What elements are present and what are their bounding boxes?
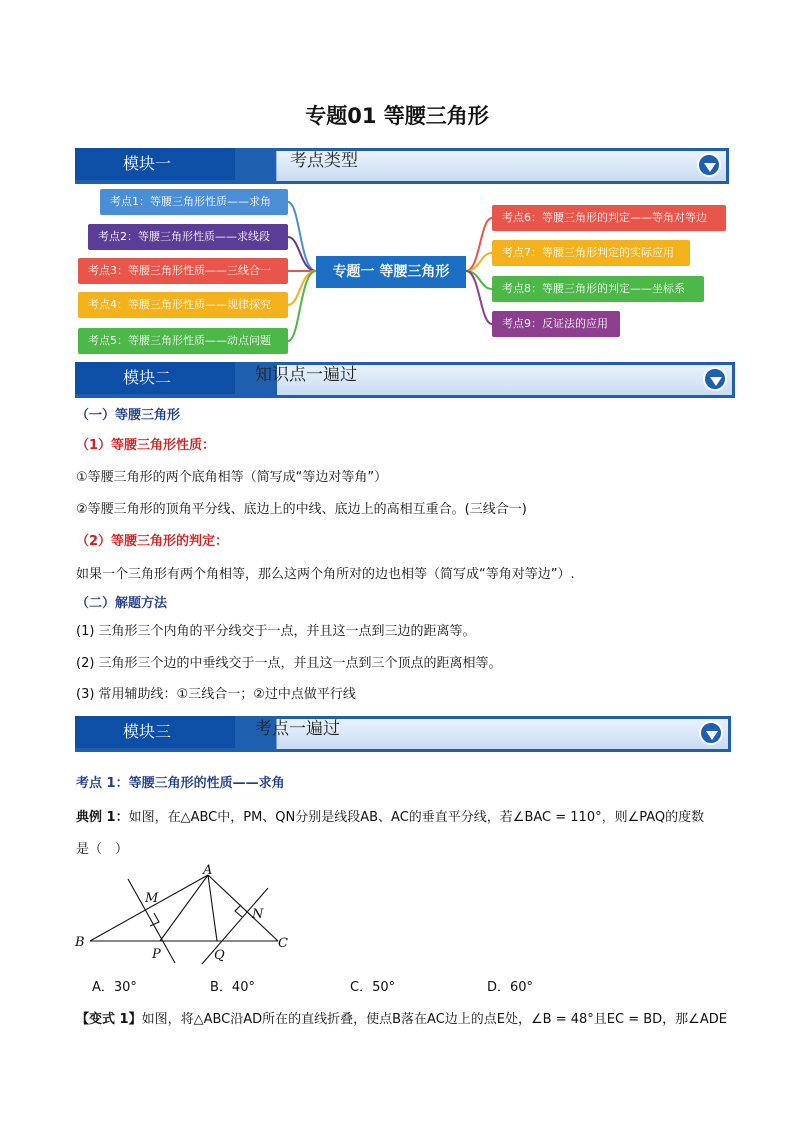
label-m: M [145, 891, 159, 906]
paragraph: 如果一个三角形有两个角相等，那么这两个角所对的边也相等（简写成“等角对等边”）. [76, 567, 575, 582]
mindmap-node-7: 考点7：等腰三角形判定的实际应用 [492, 240, 690, 266]
option-d[interactable]: D．60° [487, 980, 534, 995]
example-text-2: 是（ ） [76, 842, 129, 857]
label-p: P [152, 947, 161, 962]
section-heading: （二）解题方法 [76, 596, 168, 611]
paragraph: (2) 三角形三个边的中垂线交于一点，并且这一点到三个顶点的距离相等。 [76, 656, 502, 671]
chevron-down-icon[interactable] [703, 367, 727, 391]
paragraph: (1) 三角形三个内角的平分线交于一点，并且这一点到三边的距离等。 [76, 624, 476, 639]
label-a: A [203, 863, 213, 878]
variant-text [76, 1008, 727, 1027]
mindmap-node-2: 考点2：等腰三角形性质——求线段 [88, 224, 288, 250]
paragraph: (3) 常用辅助线：①三线合一；②过中点做平行线 [76, 687, 356, 702]
label-q: Q [214, 948, 225, 963]
example-body: 如图，在△ABC中，PM、QN分别是线段AB、AC的垂直平分线，若∠BAC = 110°，则∠PAQ的度数 [128, 810, 705, 825]
paragraph: ②等腰三角形的顶角平分线、底边上的中线、底边上的高相互重合。(三线合一) [76, 502, 527, 517]
label-b: B [75, 935, 85, 950]
mindmap-node-8: 考点8：等腰三角形的判定——坐标系 [492, 276, 704, 302]
option-c[interactable]: C．50° [350, 980, 396, 995]
mindmap-node-9: 考点9：反证法的应用 [492, 311, 620, 337]
module-label: 模块二 [75, 362, 235, 394]
module-heading: 考点类型 [290, 151, 358, 171]
module-heading: 考点一遍过 [255, 719, 340, 739]
chevron-down-icon[interactable] [697, 153, 721, 177]
module-banner-2 [75, 362, 735, 398]
module-label: 模块一 [75, 148, 235, 180]
module-heading: 知识点一遍过 [255, 365, 357, 385]
point-title: 考点 1：等腰三角形的性质——求角 [76, 776, 285, 791]
module-label: 模块三 [75, 716, 235, 748]
mindmap-node-4: 考点4：等腰三角形性质——规律探究 [78, 292, 288, 318]
sub-heading: （1）等腰三角形性质： [76, 438, 216, 453]
variant-body: 如图，将△ABC沿AD所在的直线折叠，使点B落在AC边上的点E处，∠B = 48°且EC = BD，那∠ADE [141, 1012, 727, 1027]
example-label: 典例 1： [76, 810, 129, 825]
example-text [76, 806, 704, 825]
mindmap-node-3: 考点3：等腰三角形性质——三线合一 [78, 258, 288, 284]
label-n: N [252, 907, 264, 922]
mindmap-node-1: 考点1：等腰三角形性质——求角 [100, 189, 288, 215]
paragraph: ①等腰三角形的两个底角相等（简写成“等边对等角”） [76, 470, 388, 485]
mindmap-center: 专题一 等腰三角形 [316, 256, 466, 288]
option-b[interactable]: B．40° [210, 980, 255, 995]
module-banner-3 [75, 716, 731, 752]
sub-heading: （2）等腰三角形的判定： [76, 534, 229, 549]
chevron-down-icon[interactable] [699, 721, 723, 745]
triangle-figure [70, 862, 300, 972]
variant-label: 【变式 1】 [76, 1012, 142, 1027]
section-heading: （一）等腰三角形 [76, 408, 181, 423]
label-c: C [278, 936, 288, 951]
page-title: 专题01 等腰三角形 [305, 104, 489, 128]
option-a[interactable]: A．30° [92, 980, 137, 995]
mindmap-node-6: 考点6：等腰三角形的判定——等角对等边 [492, 205, 726, 231]
module-banner-1 [75, 148, 729, 184]
mindmap-node-5: 考点5：等腰三角形性质——动点问题 [78, 328, 288, 354]
